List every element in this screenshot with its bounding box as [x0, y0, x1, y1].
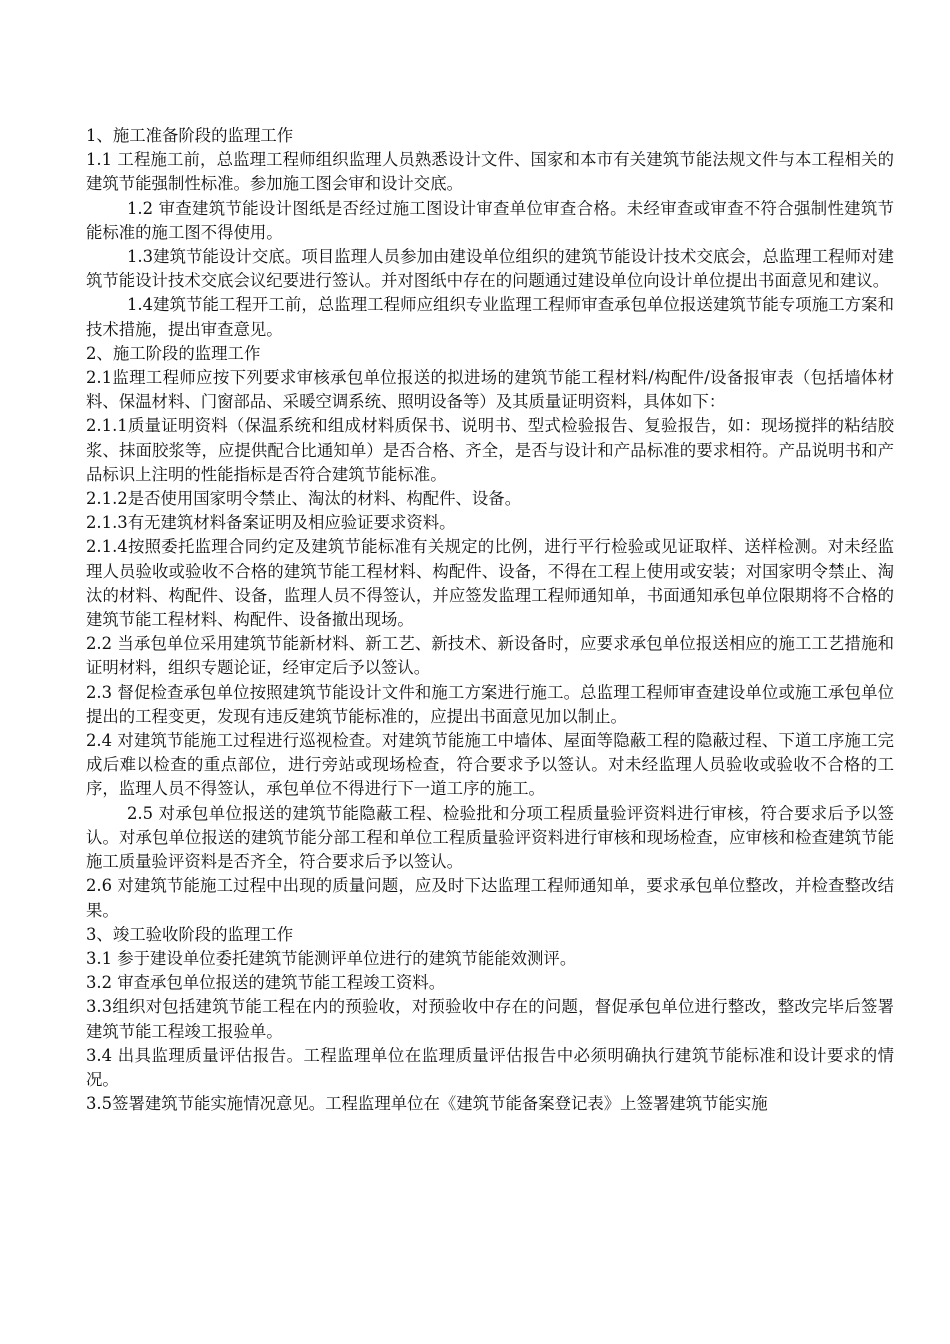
- paragraph-2-3: 2.3 督促检查承包单位按照建筑节能设计文件和施工方案进行施工。总监理工程师审查建设单位或施工承包单位提出的工程变更，发现有违反建筑节能标准的，应提出书面意见加以制止。: [86, 682, 894, 726]
- paragraph-2-2: 2.2 当承包单位采用建筑节能新材料、新工艺、新技术、新设备时，应要求承包单位报送相应的施工工艺措施和证明材料，组织专题论证，经审定后予以签认。: [86, 634, 894, 678]
- paragraph-2-1-4: 2.1.4按照委托监理合同约定及建筑节能标准有关规定的比例，进行平行检验或见证取样、送样检测。对未经监理人员验收或验收不合格的建筑节能工程材料、构配件、设备，不得在工程上使用或安装；对国家明令禁止、淘汰的材料、构配件、设备，监理人员不得签认，并应签发监理工程师通知单，书面通知承包单位限期将不合格的建筑节能工程材料、构配件、设备撤出现场。: [86, 537, 894, 630]
- paragraph-3-3: 3.3组织对包括建筑节能工程在内的预验收，对预验收中存在的问题，督促承包单位进行整改，整改完毕后签署建筑节能工程竣工报验单。: [86, 997, 894, 1041]
- paragraph-3-5: 3.5签署建筑节能实施情况意见。工程监理单位在《建筑节能备案登记表》上签署建筑节能实施: [86, 1094, 768, 1114]
- section-heading-1: 1、施工准备阶段的监理工作: [86, 126, 294, 145]
- section-heading-3: 3、竣工验收阶段的监理工作: [86, 924, 294, 944]
- paragraph-2-1-1: 2.1.1质量证明资料（保温系统和组成材料质保书、说明书、型式检验报告、复验报告，如：现场搅拌的粘结胶浆、抹面胶浆等，应提供配合比通知单）是否合格、齐全，是否与设计和产品标准的要求相符。产品说明书和产品标识上注明的性能指标是否符合建筑节能标准。: [86, 416, 894, 484]
- paragraph-1-3: 1.3建筑节能设计交底。项目监理人员参加由建设单位组织的建筑节能设计技术交底会，总监理工程师对建筑节能设计技术交底会议纪要进行签认。并对图纸中存在的问题通过建设单位向设计单位提出书面意见和建议。: [86, 247, 894, 291]
- paragraph-3-4: 3.4 出具监理质量评估报告。工程监理单位在监理质量评估报告中必须明确执行建筑节能标准和设计要求的情况。: [86, 1045, 894, 1089]
- paragraph-2-4: 2.4 对建筑节能施工过程进行巡视检查。对建筑节能施工中墙体、屋面等隐蔽工程的隐蔽过程、下道工序施工完成后难以检查的重点部位，进行旁站或现场检查，符合要求予以签认。对未经监理人员验收或验收不合格的工序，监理人员不得签认，承包单位不得进行下一道工序的施工。: [86, 731, 894, 799]
- section-heading-2: 2、施工阶段的监理工作: [86, 343, 261, 363]
- paragraph-2-6: 2.6 对建筑节能施工过程中出现的质量问题，应及时下达监理工程师通知单，要求承包单位整改，并检查整改结果。: [86, 876, 894, 920]
- paragraph-2-5: 2.5 对承包单位报送的建筑节能隐蔽工程、检验批和分项工程质量验评资料进行审核，符合要求后予以签认。对承包单位报送的建筑节能分部工程和单位工程质量验评资料进行审核和现场检查，应审核和检查建筑节能施工质量验评资料是否齐全，符合要求后予以签认。: [86, 803, 894, 872]
- paragraph-2-1-3: 2.1.3有无建筑材料备案证明及相应验证要求资料。: [86, 513, 456, 533]
- document-body: [86, 124, 894, 1116]
- paragraph-2-1-2: 2.1.2是否使用国家明令禁止、淘汰的材料、构配件、设备。: [86, 489, 522, 509]
- paragraph-3-2: 3.2 审查承包单位报送的建筑节能工程竣工资料。: [86, 973, 446, 993]
- paragraph-1-2: 1.2 审查建筑节能设计图纸是否经过施工图设计审查单位审查合格。未经审查或审查不符合强制性建筑节能标准的施工图不得使用。: [86, 198, 894, 242]
- paragraph-3-1: 3.1 参于建设单位委托建筑节能测评单位进行的建筑节能能效测评。: [86, 948, 577, 968]
- paragraph-1-1: 1.1 工程施工前，总监理工程师组织监理人员熟悉设计文件、国家和本市有关建筑节能法规文件与本工程相关的建筑节能强制性标准。参加施工图会审和设计交底。: [86, 150, 894, 194]
- paragraph-2-1: 2.1监理工程师应按下列要求审核承包单位报送的拟进场的建筑节能工程材料/构配件/设备报审表（包括墙体材料、保温材料、门窗部品、采暖空调系统、照明设备等）及其质量证明资料，具体如下：: [86, 368, 894, 412]
- paragraph-1-4: 1.4建筑节能工程开工前，总监理工程师应组织专业监理工程师审查承包单位报送建筑节能专项施工方案和技术措施，提出审查意见。: [86, 295, 894, 339]
